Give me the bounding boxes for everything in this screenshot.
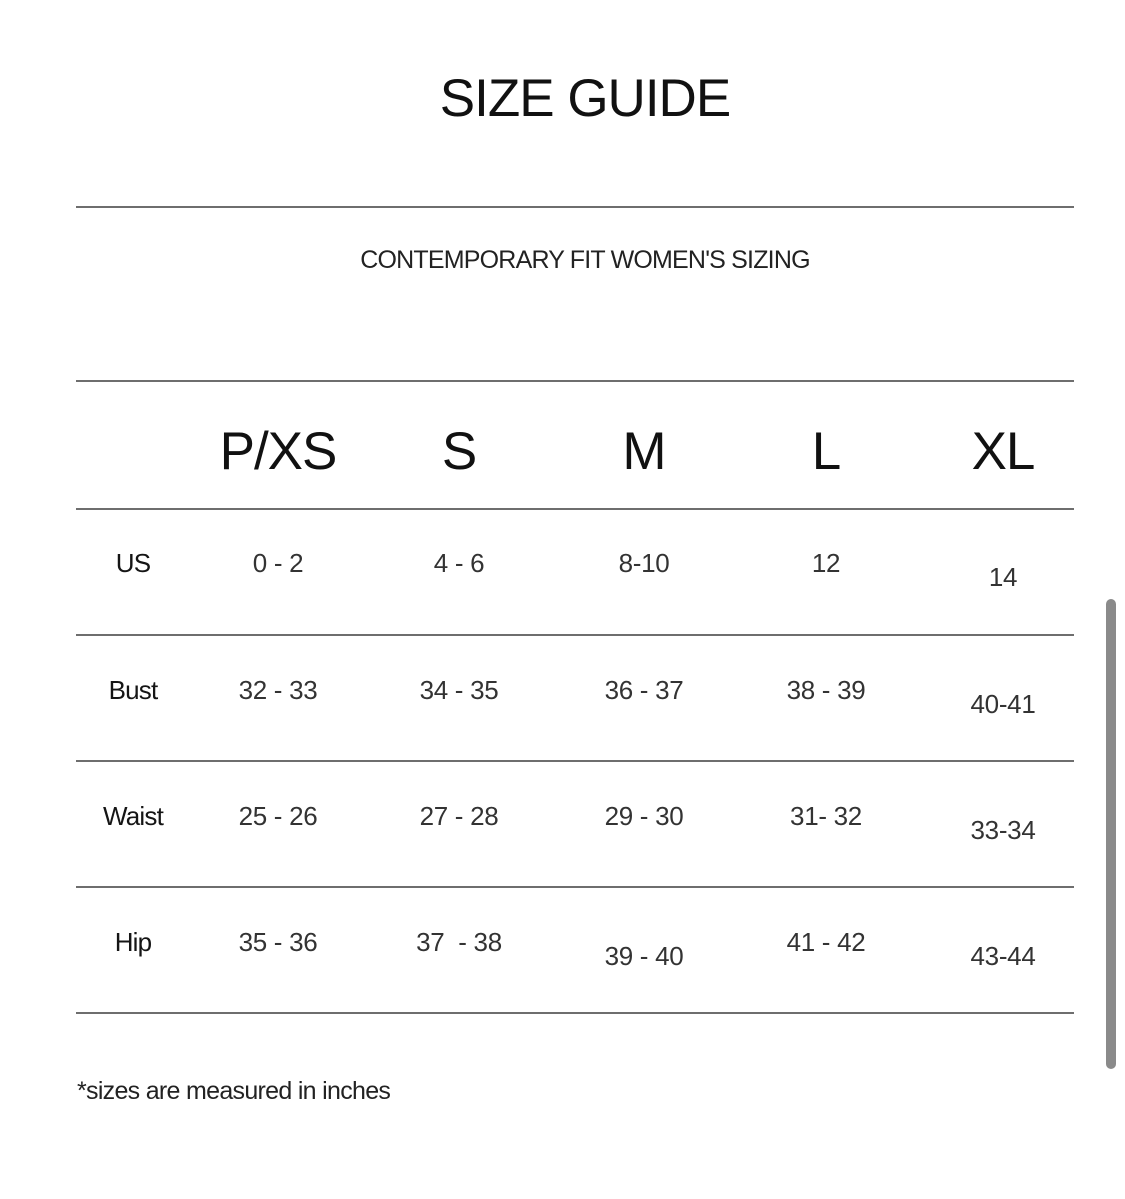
- divider-row: [76, 760, 1074, 762]
- section-subtitle: CONTEMPORARY FIT WOMEN'S SIZING: [360, 246, 810, 274]
- row-label-bust: Bust: [108, 675, 158, 705]
- bust-s: 34 - 35: [419, 675, 499, 705]
- footnote: *sizes are measured in inches: [77, 1077, 391, 1105]
- size-header-xl: XL: [971, 422, 1035, 481]
- bust-pxs: 32 - 33: [238, 675, 318, 705]
- size-header-pxs: P/XS: [219, 422, 337, 481]
- waist-m: 29 - 30: [604, 801, 684, 831]
- size-header-m: M: [622, 422, 666, 481]
- hip-pxs: 35 - 36: [238, 927, 318, 957]
- hip-s: 37 - 38: [416, 927, 502, 957]
- us-pxs: 0 - 2: [252, 548, 304, 578]
- row-label-hip: Hip: [114, 927, 152, 957]
- divider-header-bottom: [76, 508, 1074, 510]
- divider-top: [76, 206, 1074, 208]
- bust-l: 38 - 39: [786, 675, 866, 705]
- row-label-waist: Waist: [102, 801, 164, 831]
- us-m: 8-10: [618, 548, 670, 578]
- waist-pxs: 25 - 26: [238, 801, 318, 831]
- hip-m: 39 - 40: [604, 941, 684, 971]
- size-header-s: S: [441, 422, 477, 481]
- waist-l: 31- 32: [790, 801, 862, 831]
- row-label-us: US: [115, 548, 151, 578]
- us-s: 4 - 6: [433, 548, 485, 578]
- divider-row: [76, 634, 1074, 636]
- us-l: 12: [811, 548, 841, 578]
- divider-row: [76, 886, 1074, 888]
- page-title: SIZE GUIDE: [439, 69, 731, 128]
- bust-xl: 40-41: [970, 689, 1036, 719]
- waist-xl: 33-34: [970, 815, 1036, 845]
- divider-header-top: [76, 380, 1074, 382]
- hip-xl: 43-44: [970, 941, 1036, 971]
- scrollbar[interactable]: [1106, 599, 1116, 1069]
- bust-m: 36 - 37: [604, 675, 684, 705]
- hip-l: 41 - 42: [786, 927, 866, 957]
- size-header-l: L: [811, 422, 841, 481]
- us-xl: 14: [988, 562, 1018, 592]
- divider-bottom: [76, 1012, 1074, 1014]
- waist-s: 27 - 28: [419, 801, 499, 831]
